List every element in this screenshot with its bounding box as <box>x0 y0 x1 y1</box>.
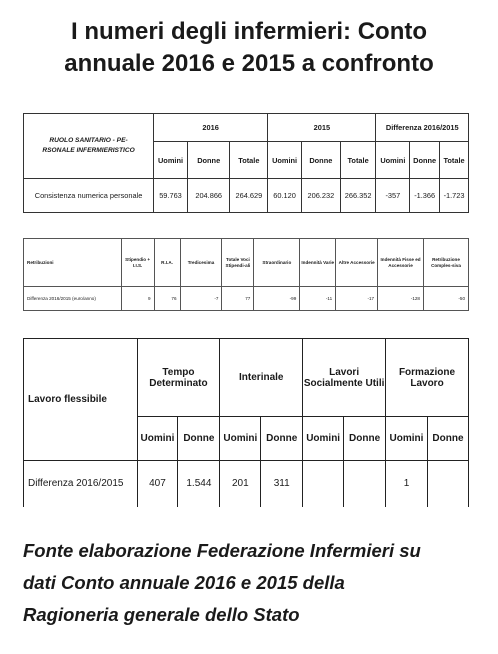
table-cell: -11 <box>300 287 336 311</box>
table-cell: 206.232 <box>301 179 340 213</box>
column-header: Totale <box>230 142 268 179</box>
page-title <box>0 16 498 80</box>
row-header: Lavoro flessibile <box>24 339 138 461</box>
column-header: Stipendio + I.I.S. <box>121 239 154 287</box>
table-cell: 76 <box>154 287 180 311</box>
source-note <box>23 535 483 631</box>
table-row <box>24 461 469 507</box>
column-header: Tredicesima <box>180 239 222 287</box>
table-cell: 60.120 <box>268 179 302 213</box>
row-header-line: RUOLO SANITARIO - PE- <box>49 137 128 144</box>
page-title-line: I numeri degli infermieri: Conto <box>70 18 428 45</box>
salary-difference-table <box>23 238 469 311</box>
page-title-line: annuale 2016 e 2015 a confronto <box>64 50 434 77</box>
column-header: Uomini <box>303 417 344 461</box>
row-label: Consistenza numerica personale <box>24 179 154 213</box>
table-cell: 311 <box>261 461 303 507</box>
table-cell: -128 <box>378 287 424 311</box>
table-cell: -17 <box>336 287 378 311</box>
table-cell: -1.366 <box>410 179 440 213</box>
column-header: Altre Accessorie <box>336 239 378 287</box>
column-header: Donne <box>344 417 386 461</box>
column-header: Totale <box>440 142 469 179</box>
row-label: Differenza 2016/2015 <box>24 461 138 507</box>
table-cell: -357 <box>376 179 410 213</box>
column-header: Donne <box>261 417 303 461</box>
table-cell: 407 <box>137 461 178 507</box>
table-cell: 9 <box>121 287 154 311</box>
column-group-header: Interinale <box>220 339 303 417</box>
table-cell: 1 <box>386 461 428 507</box>
column-header: Indennità Fisse ed Accessorie <box>378 239 424 287</box>
column-header: Indennità Varie <box>300 239 336 287</box>
table-cell: 204.866 <box>187 179 230 213</box>
table-row <box>24 179 469 213</box>
column-header: Uomini <box>154 142 188 179</box>
source-line: Fonte elaborazione Federazione Infermieri su <box>23 540 421 561</box>
column-group-header: 2015 <box>268 114 376 142</box>
table-cell: 266.352 <box>340 179 376 213</box>
row-header <box>24 114 154 179</box>
table-row <box>24 287 469 311</box>
column-header: Uomini <box>220 417 261 461</box>
column-header: Uomini <box>386 417 428 461</box>
table-cell: 77 <box>222 287 254 311</box>
table-cell: 264.629 <box>230 179 268 213</box>
column-header: Donne <box>301 142 340 179</box>
column-group-header: Differenza 2016/2015 <box>376 114 469 142</box>
column-header: Retribuzione Comples-siva <box>424 239 469 287</box>
column-group-header: Tempo Determinato <box>137 339 220 417</box>
column-header: Donne <box>187 142 230 179</box>
column-group-header: 2016 <box>154 114 268 142</box>
column-header: Uomini <box>137 417 178 461</box>
table-cell: 1.544 <box>178 461 220 507</box>
staff-count-table <box>23 113 469 213</box>
table-cell: -50 <box>424 287 469 311</box>
table-cell <box>427 461 468 507</box>
column-header: Totale Voci Stipendi-ali <box>222 239 254 287</box>
column-header: Straordinario <box>254 239 300 287</box>
column-header: Uomini <box>268 142 302 179</box>
column-header: Totale <box>340 142 376 179</box>
row-header-line: RSONALE INFERMIERISTICO <box>42 147 135 154</box>
source-line: Ragioneria generale dello Stato <box>23 604 300 625</box>
table-cell: 201 <box>220 461 261 507</box>
table-cell: 59.763 <box>154 179 188 213</box>
column-header: Donne <box>427 417 468 461</box>
table-cell <box>344 461 386 507</box>
table-cell: -7 <box>180 287 222 311</box>
column-header: Uomini <box>376 142 410 179</box>
source-line: dati Conto annuale 2016 e 2015 della <box>23 572 345 593</box>
table-cell <box>303 461 344 507</box>
column-header: Donne <box>178 417 220 461</box>
table-cell: -99 <box>254 287 300 311</box>
table-cell: -1.723 <box>440 179 469 213</box>
column-header: Donne <box>410 142 440 179</box>
column-header: Retribuzioni <box>24 239 122 287</box>
flexible-work-table <box>23 338 469 507</box>
column-group-header: Formazione Lavoro <box>386 339 469 417</box>
column-group-header: Lavori Socialmente Utili <box>303 339 386 417</box>
column-header: R.I.A. <box>154 239 180 287</box>
row-label: Differenza 2016/2015 (euro/anno) <box>24 287 122 311</box>
